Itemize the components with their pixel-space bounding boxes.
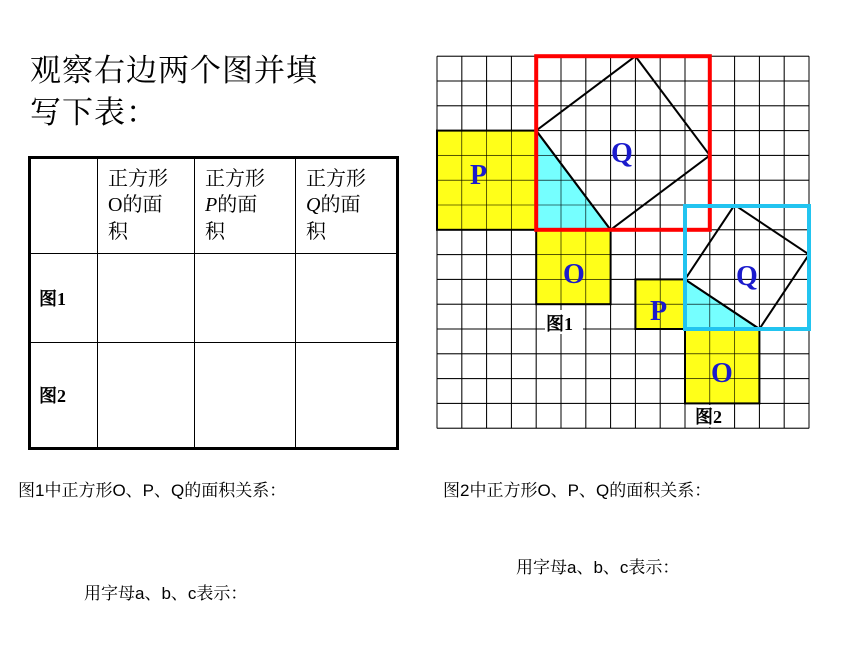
instruction-line-1: 观察右边两个图并填 bbox=[30, 53, 318, 89]
fig1-relation-prompt: 图1中正方形O、P、Q的面积关系： bbox=[18, 481, 287, 500]
header-square-p: 正方形 P的面 积 bbox=[195, 158, 296, 254]
fig1-letters-prompt: 用字母a、b、c表示： bbox=[84, 584, 248, 603]
fig2-label-q: Q bbox=[736, 261, 758, 292]
row-label-fig1: 图1 bbox=[30, 254, 98, 343]
fig1-caption: 图1 bbox=[546, 314, 573, 334]
header-square-q: 正方形 Q的面 积 bbox=[296, 158, 398, 254]
fig2-caption: 图2 bbox=[695, 407, 722, 427]
fig1-label-o: O bbox=[563, 259, 585, 290]
row-label-fig2: 图2 bbox=[30, 343, 98, 449]
fig2-letters-prompt: 用字母a、b、c表示： bbox=[516, 558, 680, 577]
fig2-label-p: P bbox=[650, 296, 668, 327]
fig2-label-o: O bbox=[711, 358, 733, 389]
fig1-label-q: Q bbox=[611, 138, 633, 169]
instruction-line-2: 写下表： bbox=[30, 95, 158, 131]
fig1-label-p: P bbox=[470, 160, 488, 191]
fig2-relation-prompt: 图2中正方形O、P、Q的面积关系： bbox=[443, 481, 712, 500]
header-square-o: 正方形 O的面 积 bbox=[98, 158, 195, 254]
